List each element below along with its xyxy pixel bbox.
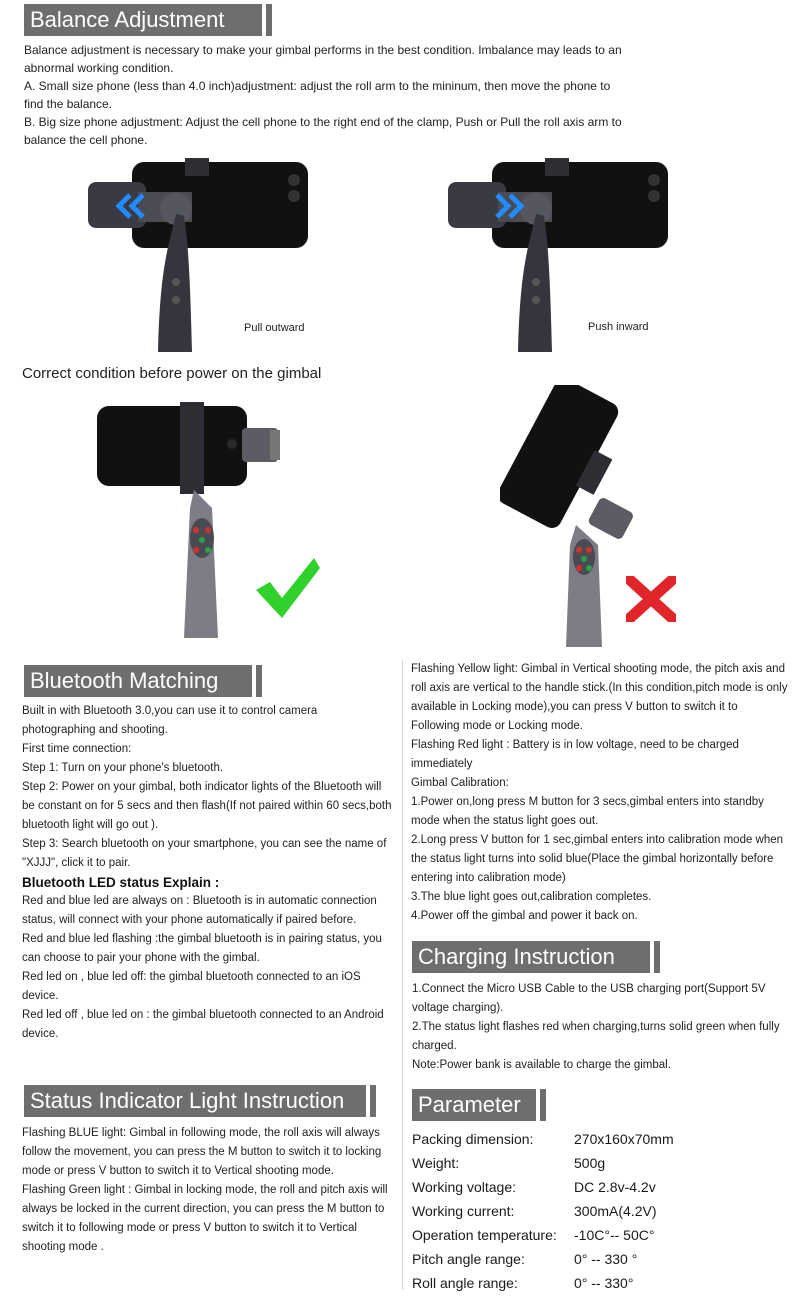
parameter-row [412, 1199, 792, 1223]
bluetooth-led-line: Red and blue led are always on : Bluetooth is in automatic connection status, will connect with your phone automatically if paired before. [22, 895, 377, 926]
parameter-row [412, 1247, 792, 1271]
correct-condition-title: Correct condition before power on the gimbal [22, 365, 322, 382]
calibration-step: 3.The blue light goes out,calibration completes. [411, 891, 652, 903]
parameter-row [412, 1151, 792, 1175]
cross-mark-icon [626, 576, 676, 622]
double-chevron-right-icon [492, 192, 528, 220]
parameter-key: Operation temperature: [412, 1227, 557, 1243]
double-chevron-left-icon [112, 192, 148, 220]
balance-intro: Balance adjustment is necessary to make your gimbal performs in the best condition. Imbalance may leads to an abnormal working condition. [24, 43, 622, 75]
parameter-value: 0° -- 330 ° [574, 1251, 638, 1267]
bluetooth-line: Step 1: Turn on your phone's bluetooth. [22, 762, 224, 774]
parameter-key: Pitch angle range: [412, 1251, 525, 1267]
parameter-value: DC 2.8v-4.2v [574, 1179, 656, 1195]
parameter-key: Roll angle range: [412, 1275, 518, 1291]
parameter-key: Packing dimension: [412, 1131, 534, 1147]
parameter-key: Weight: [412, 1155, 460, 1171]
bluetooth-heading [24, 665, 256, 697]
calibration-title: Gimbal Calibration: [411, 777, 509, 789]
right-column-text [411, 660, 789, 926]
bluetooth-line: Step 3: Search bluetooth on your smartphone, you can see the name of "XJJJ", click it to pair. [22, 838, 387, 869]
balance-heading [24, 4, 266, 36]
parameter-heading-text: Parameter [418, 1092, 521, 1117]
balance-step-a: A. Small size phone (less than 4.0 inch)adjustment: adjust the roll arm to the mininum, then move the phone to find the balance. [24, 79, 611, 111]
balance-text [24, 41, 624, 149]
check-mark-icon [252, 556, 322, 620]
parameter-row [412, 1271, 792, 1295]
calibration-step: 4.Power off the gimbal and power it back on. [411, 910, 638, 922]
parameter-row [412, 1127, 792, 1151]
parameter-heading [412, 1089, 540, 1121]
charging-note: Note:Power bank is available to charge the gimbal. [412, 1059, 671, 1071]
calibration-step: 2.Long press V button for 1 sec,gimbal enters into calibration mode when the status light turns into solid blue(Place the gimbal horizontally before entering into calibration mode) [411, 834, 784, 884]
push-inward-caption: Push inward [588, 321, 649, 333]
charging-line: 1.Connect the Micro USB Cable to the USB charging port(Support 5V voltage charging). [412, 983, 766, 1014]
status-line: Flashing Green light : Gimbal in locking mode, the roll and pitch axis will always be locked in the current direction, you can press the M button to switch it to following mode or press V button to switch it to Vertical shooting mode . [22, 1184, 388, 1253]
column-divider [402, 660, 403, 1290]
charging-line: 2.The status light flashes red when charging,turns solid green when fully charged. [412, 1021, 780, 1052]
parameter-value: 270x160x70mm [574, 1131, 674, 1147]
bluetooth-line: First time connection: [22, 743, 132, 755]
bluetooth-led-line: Red and blue led flashing :the gimbal bluetooth is in pairing status, you can choose to pair your phone with the gimbal. [22, 933, 382, 964]
bluetooth-led-line: Red led on , blue led off: the gimbal bluetooth connected to an iOS device. [22, 971, 361, 1002]
charging-heading [412, 941, 654, 973]
bluetooth-led-line: Red led off , blue led on : the gimbal bluetooth connected to an Android device. [22, 1009, 384, 1040]
parameter-value: 0° -- 330° [574, 1275, 634, 1291]
charging-heading-text: Charging Instruction [418, 944, 615, 969]
status-text [22, 1124, 394, 1257]
parameter-row [412, 1223, 792, 1247]
status-light-red: Flashing Red light : Battery is in low voltage, need to be charged immediately [411, 739, 739, 770]
status-line: Flashing BLUE light: Gimbal in following mode, the roll axis will always follow the movement, you can press the M button to switch it to locking mode or press V button to switch it to Vertical shooting mode. [22, 1127, 382, 1177]
calibration-step: 1.Power on,long press M button for 3 secs,gimbal enters into standby mode when the status light goes out. [411, 796, 764, 827]
parameter-value: 300mA(4.2V) [574, 1203, 657, 1219]
pull-outward-caption: Pull outward [244, 322, 305, 334]
parameter-key: Working voltage: [412, 1179, 517, 1195]
bluetooth-line: Built in with Bluetooth 3.0,you can use it to control camera photographing and shooting. [22, 705, 318, 736]
bluetooth-led-title: Bluetooth LED status Explain : [22, 875, 220, 890]
status-heading [24, 1085, 370, 1117]
bluetooth-text [22, 702, 394, 1044]
balance-heading-text: Balance Adjustment [30, 7, 225, 32]
bluetooth-line: Step 2: Power on your gimbal, both indicator lights of the Bluetooth will be constant on for 5 secs and then flash(If not paired within 60 secs,both bluetooth light will go out ). [22, 781, 392, 831]
status-heading-text: Status Indicator Light Instruction [30, 1088, 345, 1113]
parameter-row [412, 1175, 792, 1199]
balance-step-b: B. Big size phone adjustment: Adjust the cell phone to the right end of the clamp, Push or Pull the roll axis arm to balance the cell phone. [24, 115, 622, 147]
status-light-yellow: Flashing Yellow light: Gimbal in Vertical shooting mode, the pitch axis and roll axis are vertical to the handle stick.(In this condition,pitch mode is only available in Locking mode),you can press V button to switch it to Following mode or Locking mode. [411, 663, 788, 732]
parameter-value: 500g [574, 1155, 606, 1171]
parameter-value: -10C°-- 50C° [574, 1227, 655, 1243]
bluetooth-heading-text: Bluetooth Matching [30, 668, 219, 693]
parameter-table [412, 1127, 792, 1295]
parameter-key: Working current: [412, 1203, 515, 1219]
charging-text [412, 980, 790, 1075]
